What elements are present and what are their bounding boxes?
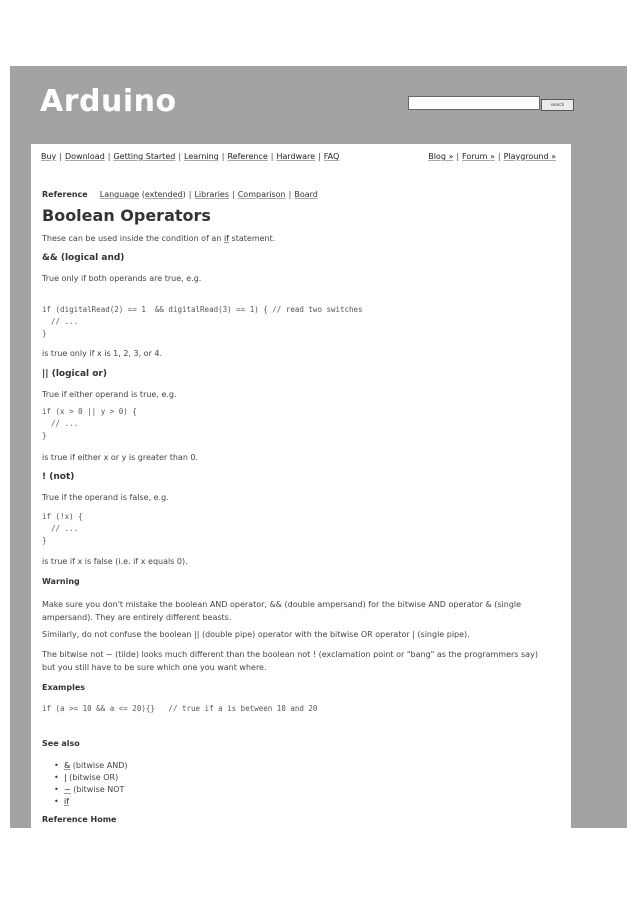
list-item-text: (bitwise AND) — [72, 761, 128, 770]
code-line: } — [42, 431, 47, 440]
bitwise-not-link[interactable]: ~ — [64, 785, 71, 794]
not-after: is true if x is false (i.e. if x equals 0). — [42, 557, 188, 566]
list-item — [64, 772, 128, 784]
nav-learning[interactable]: Learning — [184, 152, 219, 161]
if-link[interactable]: if — [64, 797, 70, 806]
subnav-separator: | — [188, 190, 192, 199]
code-line: // ... — [42, 524, 79, 533]
bitwise-and-link[interactable]: & — [64, 761, 71, 770]
and-after: is true only if x is 1, 2, 3, or 4. — [42, 349, 163, 358]
intro-after: statement. — [231, 234, 276, 243]
nav-forum[interactable]: Forum » — [462, 152, 495, 161]
nav-buy[interactable]: Buy — [41, 152, 57, 161]
text-line: The bitwise not ~ (tilde) looks much different than the boolean not ! (exclamation point or "bang" as the programmers say) — [42, 650, 538, 659]
nav-download[interactable]: Download — [65, 152, 105, 161]
not-code — [42, 511, 83, 547]
nav-playground[interactable]: Playground » — [503, 152, 556, 161]
nav-reference[interactable]: Reference — [227, 152, 268, 161]
nav-hardware[interactable]: Hardware — [276, 152, 316, 161]
code-line: // ... — [42, 419, 79, 428]
intro-if-link[interactable]: if — [223, 234, 229, 243]
page-title: Boolean Operators — [42, 206, 211, 225]
warning-paragraph-1 — [42, 598, 542, 624]
and-description: True only if both operands are true, e.g. — [42, 274, 202, 283]
and-heading: && (logical and) — [42, 253, 125, 263]
nav-separator: | — [59, 152, 62, 161]
subnav-label: Reference — [42, 190, 88, 199]
search-input[interactable] — [408, 96, 540, 110]
see-also-list — [64, 760, 128, 808]
or-after: is true if either x or y is greater than 0. — [42, 453, 199, 462]
code-line: if (digitalRead(2) == 1 && digitalRead(3) == 1) { // read two switches — [42, 305, 363, 314]
nav-separator: | — [497, 152, 501, 161]
nav-separator: | — [107, 152, 111, 161]
list-item — [64, 760, 128, 772]
nav-faq[interactable]: FAQ — [323, 152, 340, 161]
subnav-extended[interactable]: extended — [144, 190, 183, 199]
main-nav — [31, 144, 571, 173]
not-heading: ! (not) — [42, 472, 75, 482]
text-line: ampersand). They are entirely different beasts. — [42, 613, 232, 622]
subnav-separator: | — [288, 190, 292, 199]
code-line: } — [42, 329, 47, 338]
subnav-language[interactable]: Language — [99, 190, 140, 199]
reference-subnav: Reference Language (extended) | Libraries | Comparison | Board — [42, 190, 318, 199]
subnav-separator: | — [232, 190, 235, 199]
see-also-heading: See also — [42, 739, 80, 748]
list-item-text: (bitwise OR) — [69, 773, 119, 782]
examples-heading: Examples — [42, 683, 86, 692]
nav-blog[interactable]: Blog » — [428, 152, 454, 161]
nav-right — [428, 152, 556, 161]
list-item — [64, 784, 128, 796]
subnav-comparison[interactable]: Comparison — [237, 190, 286, 199]
subnav-libraries[interactable]: Libraries — [194, 190, 230, 199]
warning-paragraph-2: Similarly, do not confuse the boolean || (double pipe) operator with the bitwise OR operator | (single pipe). — [42, 630, 470, 639]
intro-text — [42, 234, 275, 243]
nav-separator: | — [318, 152, 321, 161]
list-item — [64, 796, 128, 808]
nav-left — [41, 152, 339, 161]
reference-home-link[interactable]: Reference Home — [42, 815, 117, 824]
search-button[interactable]: search — [541, 99, 574, 111]
or-description: True if either operand is true, e.g. — [42, 390, 177, 399]
text-line: Make sure you don't mistake the boolean AND operator, && (double ampersand) for the bitwise AND operator & (single — [42, 600, 522, 609]
code-line: // ... — [42, 317, 79, 326]
warning-paragraph-3 — [42, 648, 542, 674]
text-line: but you still have to be sure which one you want where. — [42, 663, 267, 672]
bitwise-or-link[interactable]: | — [64, 773, 67, 782]
warning-heading: Warning — [42, 577, 80, 586]
intro-before: These can be used inside the condition of an — [42, 234, 222, 243]
code-line: if (!x) { — [42, 512, 83, 521]
and-code — [42, 304, 363, 340]
or-heading: || (logical or) — [42, 369, 107, 379]
list-item-text: (bitwise NOT — [73, 785, 125, 794]
code-line: if (x > 0 || y > 0) { — [42, 407, 137, 416]
not-description: True if the operand is false, e.g. — [42, 493, 169, 502]
site-logo[interactable]: Arduino — [40, 84, 177, 119]
examples-code: if (a >= 10 && a <= 20){} // true if a is between 10 and 20 — [42, 704, 318, 713]
nav-separator: | — [221, 152, 225, 161]
code-line: } — [42, 536, 47, 545]
nav-separator: | — [178, 152, 182, 161]
subnav-board[interactable]: Board — [294, 190, 318, 199]
or-code — [42, 406, 137, 442]
nav-separator: | — [270, 152, 274, 161]
nav-separator: | — [456, 152, 460, 161]
nav-getting-started[interactable]: Getting Started — [113, 152, 176, 161]
